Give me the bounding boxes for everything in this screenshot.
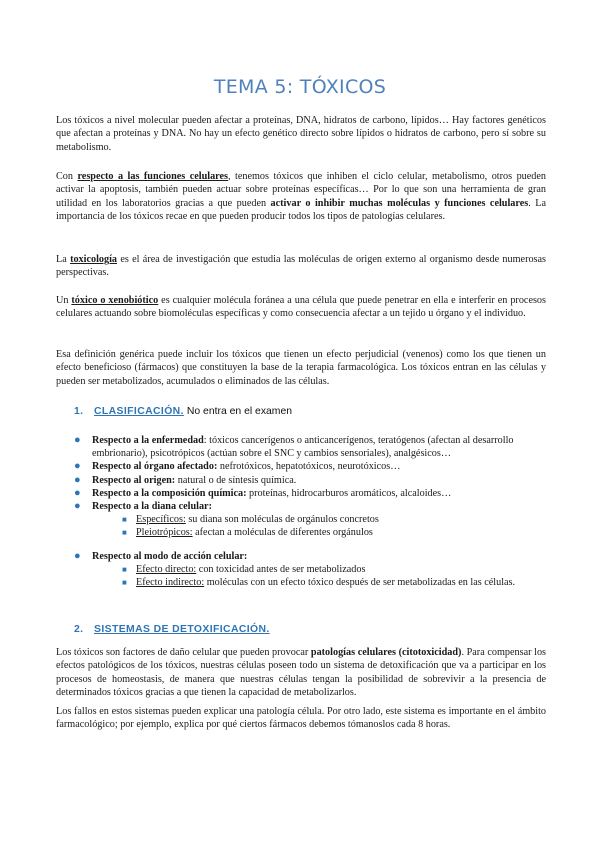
bullet-icon: ● — [74, 460, 81, 473]
bullet-icon: ● — [74, 549, 81, 562]
text-run: . La importancia de los tóxicos recae en que pueden producir todos los tipos de patologías celulares. — [56, 197, 546, 222]
diana-sublist — [92, 513, 540, 539]
intro-paragraph-4 — [56, 294, 546, 321]
section-1-heading — [74, 406, 292, 417]
sub-list-item — [122, 513, 540, 526]
section-number: 1. — [74, 406, 84, 417]
section-2-paragraph-1 — [56, 646, 546, 699]
sub-item-text: su diana son moléculas de orgánulos concretos — [185, 514, 379, 526]
sub-item-label: Efecto directo: — [136, 563, 197, 575]
classification-list — [74, 434, 540, 589]
intro-paragraph-5: Esa definición genérica puede incluir los tóxicos que tienen un efecto perjudicial (venenos) como los que tienen un efecto beneficioso (fármacos) que constituyen la base de la terapia farmacológica. Los tóxicos entran en las células y pueden ser metabolizados, acumulados o eliminados de las células. — [56, 349, 546, 387]
item-text: nefrotóxicos, hepatotóxicos, neurotóxicos… — [217, 461, 401, 473]
sub-item-label: Efecto indirecto: — [136, 577, 205, 589]
item-text: natural o de síntesis química. — [175, 474, 297, 486]
section-number: 2. — [74, 624, 84, 635]
sub-list-item — [122, 526, 540, 539]
list-item — [74, 474, 540, 487]
item-label: Respecto a la enfermedad — [92, 435, 204, 446]
intro-paragraph-3 — [56, 253, 546, 280]
page-title: TEMA 5: TÓXICOS — [213, 76, 387, 98]
bullet-icon: ● — [74, 500, 81, 513]
item-label: Respecto a la composición química: — [92, 487, 247, 499]
square-bullet-icon: ■ — [122, 528, 127, 538]
text-run: es cualquier molécula foránea a una célula que puede penetrar en ella e interferir en procesos celulares actuando sobre biomoléculas específicas y como consecuencia afectar a un tejido u órgano y el individuo. — [56, 295, 546, 320]
bullet-icon: ● — [74, 473, 81, 486]
list-item — [74, 434, 540, 460]
item-text: proteínas, hidrocarburos aromáticos, alcaloides… — [246, 487, 452, 499]
text-run: es el área de investigación que estudia las moléculas de origen externo al organismo desde numerosas perspectivas. — [56, 254, 547, 279]
list-item — [74, 500, 540, 540]
sub-item-text: moléculas con un efecto tóxico después de ser metabolizadas en las células. — [204, 577, 516, 589]
item-label: Respecto al origen: — [92, 474, 176, 486]
term-citotoxicidad: patologías celulares (citotoxicidad) — [310, 647, 462, 658]
term-toxicologia: toxicología — [70, 254, 118, 265]
section-2-heading — [74, 624, 270, 635]
square-bullet-icon: ■ — [122, 578, 127, 588]
section-2-paragraph-2: Los fallos en estos sistemas pueden explicar una patología célula. Por otro lado, este sistema es importante en el ámbito farmacológico; por ejemplo, explica por qué ciertos fármacos debemos tómanoslos cada 8 horas. — [56, 706, 546, 731]
highlight-activate-inhibit: activar o inhibir muchas moléculas y funciones celulares — [270, 197, 529, 209]
sub-item-label: Específicos: — [136, 514, 186, 526]
square-bullet-icon: ■ — [122, 515, 127, 525]
section-title: SISTEMAS DE DETOXIFICACIÓN. — [94, 624, 270, 635]
sub-item-label: Pleiotrópicos: — [136, 527, 193, 539]
term-xenobiotico: tóxico o xenobiótico — [71, 295, 159, 306]
sub-item-text: con toxicidad antes de ser metabolizados — [196, 563, 366, 575]
text-run: La — [56, 254, 71, 265]
accion-sublist — [92, 563, 540, 589]
text-run: . Para compensar los efectos patológicos de los tóxicos, nuestras células poseen todo un sistema de detoxificación que va a participar en los procesos de homeostasis, de manera que nuestras células tengan la posibilidad de sobrevivir a la presencia de determinados tóxicos gracias a que tienen la capacidad de metabolizarlos. — [56, 647, 547, 698]
item-label: Respecto al órgano afectado: — [92, 461, 218, 473]
sub-item-text: afectan a moléculas de diferentes orgánulos — [192, 527, 373, 539]
list-item — [74, 487, 540, 500]
bullet-icon: ● — [74, 486, 81, 499]
text-run: Los tóxicos son factores de daño celular que pueden provocar — [56, 647, 311, 658]
text-run: Un — [56, 295, 72, 306]
sub-list-item — [122, 576, 540, 589]
item-text: : tóxicos cancerígenos o anticancerígenos, teratógenos (afectan al desarrollo embrionario), psicotrópicos (actúan sobre el SNC y cambios sensoriales), analgésicos… — [92, 435, 514, 460]
list-item — [74, 460, 540, 473]
item-label: Respecto a la diana celular: — [92, 501, 212, 513]
intro-paragraph-1: Los tóxicos a nivel molecular pueden afectar a proteínas, DNA, hidratos de carbono, lípidos… Hay factores genéticos que afectan a proteínas y DNA. No hay un efecto genético directo sobre lípidos o hidratos de carbono, pero sí sobre su metabolismo. — [56, 115, 546, 153]
list-item — [74, 550, 540, 590]
item-label: Respecto al modo de acción celular: — [92, 550, 248, 562]
highlight-functions: respecto a las funciones celulares — [77, 171, 229, 182]
section-title: CLASIFICACIÓN. — [94, 406, 184, 417]
section-note: No entra en el examen — [186, 406, 293, 417]
sub-list-item — [122, 563, 540, 576]
intro-paragraph-2 — [56, 170, 546, 223]
square-bullet-icon: ■ — [122, 564, 127, 574]
text-run: Con — [56, 171, 78, 182]
text-run: , tenemos tóxicos que inhiben el ciclo celular, metabolismo, otros pueden activar la apoptosis, también pueden actuar sobre proteínas específicas… Por lo que son una herramienta de gran utilidad en los laboratorios gracias a que pueden — [56, 171, 546, 209]
bullet-icon: ● — [74, 434, 81, 446]
